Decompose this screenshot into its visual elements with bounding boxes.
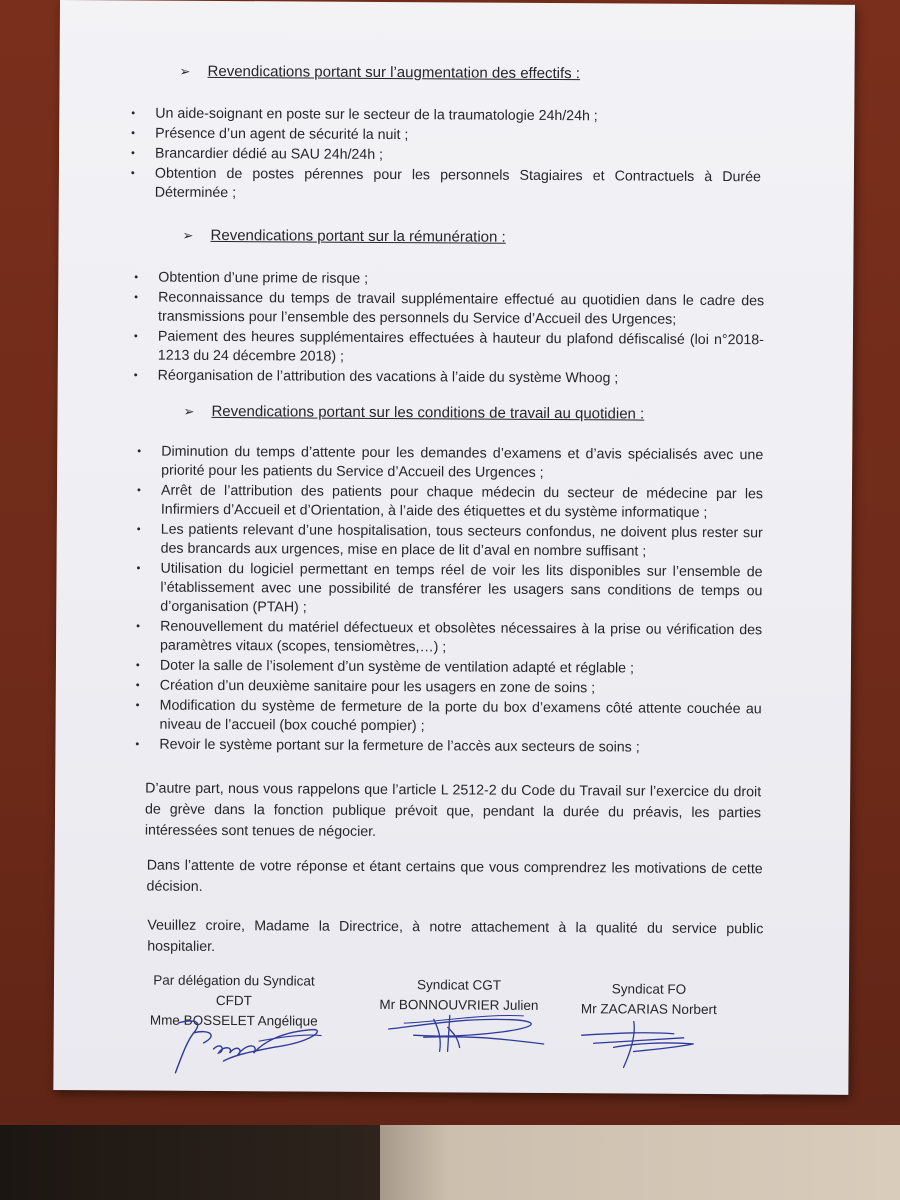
list-item: • Réorganisation de l’attribution des vacations à l’aide du système Whoog ;: [133, 367, 619, 387]
list-item: • Arrêt de l’attribution des patients pour chaque médecin du secteur de médecine par les Infirmiers d’Accueil et d’Orientation, à l’aide des étiquettes et du système informatique ;: [136, 482, 764, 521]
signature-fo: [573, 1013, 723, 1074]
bullet-icon: •: [136, 620, 141, 633]
bullet-icon: •: [135, 679, 140, 692]
list-item: • Diminution du temps d’attente pour les demandes d’examens et d’avis spécialisés avec une priorité pour les patients du Service d’Accueil des Urgences ;: [137, 443, 764, 481]
list-item: • Obtention de postes pérennes pour les personnels Stagiaires et Contractuels à Durée Déterminée ;: [130, 165, 761, 202]
signatory-name: Mme BOSSELET Angélique: [149, 1012, 318, 1029]
bullet-icon: •: [133, 330, 138, 343]
bullet-icon: •: [134, 271, 139, 284]
bullet-icon: •: [130, 167, 135, 180]
list-effectifs: [131, 104, 762, 207]
bullet-icon: •: [136, 523, 141, 536]
list-item: • Renouvellement du matériel défectueux et obsolètes nécessaires à la prise ou vérification des paramètres vitaux (scopes, tensiomètres,…) ;: [136, 618, 763, 656]
paragraph-closing-salutation: Veuillez croire, Madame la Directrice, à notre attachement à la qualité du service public hospitalier.: [147, 917, 764, 955]
signatory-name: Mr BONNOUVRIER Julien: [379, 996, 539, 1013]
list-item: • Reconnaissance du temps de travail supplémentaire effectué au quotidien dans le cadre des transmissions pour l’ensemble des personnels du Service d’Accueil des Urgences;: [134, 289, 765, 328]
signatory-org: Syndicat CGT: [416, 977, 502, 993]
bullet-icon: •: [136, 562, 141, 575]
signatory-name: Mr ZACARIAS Norbert: [580, 1001, 717, 1018]
list-conditions: [135, 442, 763, 759]
signatory-org: Par délégation du Syndicat CFDT: [153, 972, 315, 1009]
document-page: [53, 0, 855, 1095]
bullet-icon: •: [131, 107, 136, 120]
section-heading-remuneration: ➢ Revendications portant sur la rémunération :: [182, 226, 506, 246]
bullet-icon: •: [133, 369, 138, 382]
signatory-org: Syndicat FO: [611, 981, 687, 997]
arrow-icon: ➢: [183, 403, 195, 419]
list-item: • Un aide-soignant en poste sur le secteur de la traumatologie 24h/24h ;: [131, 105, 598, 125]
list-item: • Paiement des heures supplémentaires effectuées à hauteur du plafond défiscalisé (loi n°2018-1213 du 24 décembre 2018) ;: [133, 328, 764, 365]
bullet-icon: •: [135, 738, 140, 751]
bullet-icon: •: [131, 147, 135, 160]
bullet-icon: •: [135, 659, 140, 672]
list-item: • Modification du système de fermeture de la porte du box d’examens côté attente couchée au niveau de l’accueil (box couché pompier) ;: [135, 697, 762, 735]
list-item: • Obtention d’une prime de risque ;: [134, 269, 369, 287]
signature-cgt: [384, 1007, 554, 1058]
list-item: • Revoir le système portant sur la fermeture de l’accès aux secteurs de soins ;: [135, 736, 640, 756]
paragraph-awaiting-response: Dans l’attente de votre réponse et étant certains que vous comprendrez les motivations de cette décision.: [146, 857, 763, 895]
list-item: • Création d’un deuxième sanitaire pour les usagers en zone de soins ;: [135, 677, 596, 697]
bullet-icon: •: [136, 484, 141, 497]
bullet-icon: •: [135, 699, 140, 712]
bullet-icon: •: [137, 445, 142, 458]
list-remuneration: [134, 268, 765, 390]
bullet-icon: •: [131, 127, 136, 140]
list-item: • Utilisation du logiciel permettant en temps réel de voir les lits disponibles sur l’ensemble de l’établissement avec une possibilité de transférer les usagers sans conditions de temps ou d’organisation (PTAH) ;: [136, 560, 763, 616]
floor-shadow: [0, 1125, 380, 1200]
signature-cfdt: [163, 1011, 333, 1082]
list-item: • Les patients relevant d’une hospitalisation, tous secteurs confondus, ne doivent plus rester sur des brancards aux urgences, mise en place de lit d’aval en nombre suffisant ;: [136, 521, 763, 560]
list-item: • Brancardier dédié au SAU 24h/24h ;: [131, 145, 384, 163]
bullet-icon: •: [134, 291, 139, 304]
section-heading-conditions: ➢ Revendications portant sur les conditions de travail au quotidien :: [183, 402, 645, 423]
section-heading-effectifs: ➢ Revendications portant sur l’augmentation des effectifs :: [179, 62, 581, 83]
paragraph-article-reminder: D’autre part, nous vous rappelons que l’article L 2512-2 du Code du Travail sur l’exercice du droit de grève dans la fonction publique prévoit que, pendant la durée du préavis, les parties intéressées sont tenues de négocier.: [144, 780, 762, 840]
arrow-icon: ➢: [179, 63, 191, 79]
list-item: • Présence d’un agent de sécurité la nuit ;: [131, 125, 409, 144]
list-item: • Doter la salle de l’isolement d’un système de ventilation adapté et réglable ;: [135, 657, 634, 677]
arrow-icon: ➢: [182, 227, 194, 243]
